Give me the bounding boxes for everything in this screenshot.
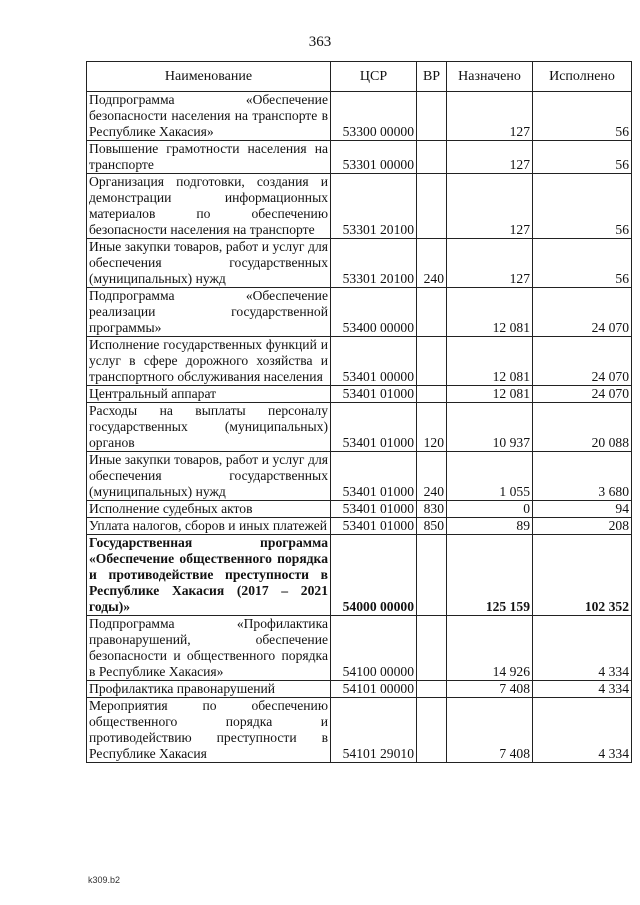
row-planned: 7 408	[447, 681, 533, 698]
row-csr: 53401 01000	[331, 386, 417, 403]
row-vr	[417, 141, 447, 174]
row-vr: 830	[417, 501, 447, 518]
budget-table	[86, 61, 632, 763]
table-row	[87, 518, 632, 535]
row-csr: 53300 00000	[331, 92, 417, 141]
row-executed: 24 070	[533, 337, 632, 386]
row-executed: 4 334	[533, 681, 632, 698]
row-executed: 208	[533, 518, 632, 535]
header-csr: ЦСР	[331, 62, 417, 92]
row-vr	[417, 698, 447, 763]
row-csr: 53401 01000	[331, 403, 417, 452]
row-csr: 53401 01000	[331, 518, 417, 535]
row-executed: 24 070	[533, 288, 632, 337]
row-vr: 240	[417, 452, 447, 501]
row-name: Иные закупки товаров, работ и услуг для обеспечения государственных (муниципальных) нужд	[87, 452, 331, 501]
row-planned: 89	[447, 518, 533, 535]
row-csr: 53400 00000	[331, 288, 417, 337]
row-vr	[417, 174, 447, 239]
table-row	[87, 535, 632, 616]
row-vr	[417, 616, 447, 681]
row-planned: 12 081	[447, 386, 533, 403]
row-executed: 24 070	[533, 386, 632, 403]
row-vr	[417, 535, 447, 616]
row-planned: 0	[447, 501, 533, 518]
row-name: Исполнение судебных актов	[87, 501, 331, 518]
row-planned: 7 408	[447, 698, 533, 763]
row-csr: 54100 00000	[331, 616, 417, 681]
row-name: Подпрограмма «Обеспечение реализации государственной программы»	[87, 288, 331, 337]
row-name: Повышение грамотности населения на транспорте	[87, 141, 331, 174]
row-planned: 10 937	[447, 403, 533, 452]
row-name: Подпрограмма «Обеспечение безопасности населения на транспорте в Республике Хакасия»	[87, 92, 331, 141]
row-name: Профилактика правонарушений	[87, 681, 331, 698]
row-vr	[417, 337, 447, 386]
row-name: Центральный аппарат	[87, 386, 331, 403]
row-executed: 4 334	[533, 616, 632, 681]
table-row	[87, 403, 632, 452]
row-executed: 56	[533, 239, 632, 288]
row-executed: 102 352	[533, 535, 632, 616]
row-name: Уплата налогов, сборов и иных платежей	[87, 518, 331, 535]
row-csr: 53401 01000	[331, 501, 417, 518]
table-row	[87, 698, 632, 763]
row-planned: 14 926	[447, 616, 533, 681]
row-name: Исполнение государственных функций и услуг в сфере дорожного хозяйства и транспортного обслуживания населения	[87, 337, 331, 386]
row-planned: 127	[447, 239, 533, 288]
header-vr: ВР	[417, 62, 447, 92]
table-row	[87, 337, 632, 386]
row-executed: 4 334	[533, 698, 632, 763]
row-planned: 127	[447, 141, 533, 174]
row-executed: 56	[533, 174, 632, 239]
row-executed: 56	[533, 141, 632, 174]
header-executed: Исполнено	[533, 62, 632, 92]
table-row	[87, 501, 632, 518]
row-csr: 54101 00000	[331, 681, 417, 698]
table-row	[87, 174, 632, 239]
table-row	[87, 452, 632, 501]
table-row	[87, 239, 632, 288]
row-planned: 127	[447, 92, 533, 141]
header-name: Наименование	[87, 62, 331, 92]
row-vr	[417, 681, 447, 698]
row-name: Мероприятия по обеспечению общественного порядка и противодействию преступности в Республике Хакасия	[87, 698, 331, 763]
table-row	[87, 681, 632, 698]
row-vr: 240	[417, 239, 447, 288]
row-name: Государственная программа «Обеспечение общественного порядка и противодействие преступности в Республике Хакасия (2017 – 2021 годы)»	[87, 535, 331, 616]
row-csr: 53301 20100	[331, 239, 417, 288]
row-name: Подпрограмма «Профилактика правонарушений, обеспечение безопасности и общественного порядка в Республике Хакасия»	[87, 616, 331, 681]
table-header-row	[87, 62, 632, 92]
row-name: Организация подготовки, создания и демонстрации информационных материалов по обеспечению безопасности населения на транспорте	[87, 174, 331, 239]
table-row	[87, 386, 632, 403]
row-csr: 53401 01000	[331, 452, 417, 501]
row-csr: 53301 00000	[331, 141, 417, 174]
row-vr	[417, 386, 447, 403]
row-csr: 54000 00000	[331, 535, 417, 616]
row-executed: 94	[533, 501, 632, 518]
row-vr	[417, 288, 447, 337]
row-planned: 125 159	[447, 535, 533, 616]
row-name: Расходы на выплаты персоналу государственных (муниципальных) органов	[87, 403, 331, 452]
row-vr	[417, 92, 447, 141]
row-planned: 12 081	[447, 337, 533, 386]
page-number: 363	[308, 34, 332, 50]
row-planned: 12 081	[447, 288, 533, 337]
header-planned: Назначено	[447, 62, 533, 92]
footer-code: k309.b2	[88, 875, 121, 885]
row-name: Иные закупки товаров, работ и услуг для обеспечения государственных (муниципальных) нужд	[87, 239, 331, 288]
row-executed: 3 680	[533, 452, 632, 501]
table-row	[87, 288, 632, 337]
row-vr: 120	[417, 403, 447, 452]
row-csr: 54101 29010	[331, 698, 417, 763]
row-csr: 53401 00000	[331, 337, 417, 386]
table-row	[87, 92, 632, 141]
row-executed: 20 088	[533, 403, 632, 452]
row-planned: 127	[447, 174, 533, 239]
row-planned: 1 055	[447, 452, 533, 501]
table-row	[87, 616, 632, 681]
table-row	[87, 141, 632, 174]
row-executed: 56	[533, 92, 632, 141]
row-vr: 850	[417, 518, 447, 535]
row-csr: 53301 20100	[331, 174, 417, 239]
